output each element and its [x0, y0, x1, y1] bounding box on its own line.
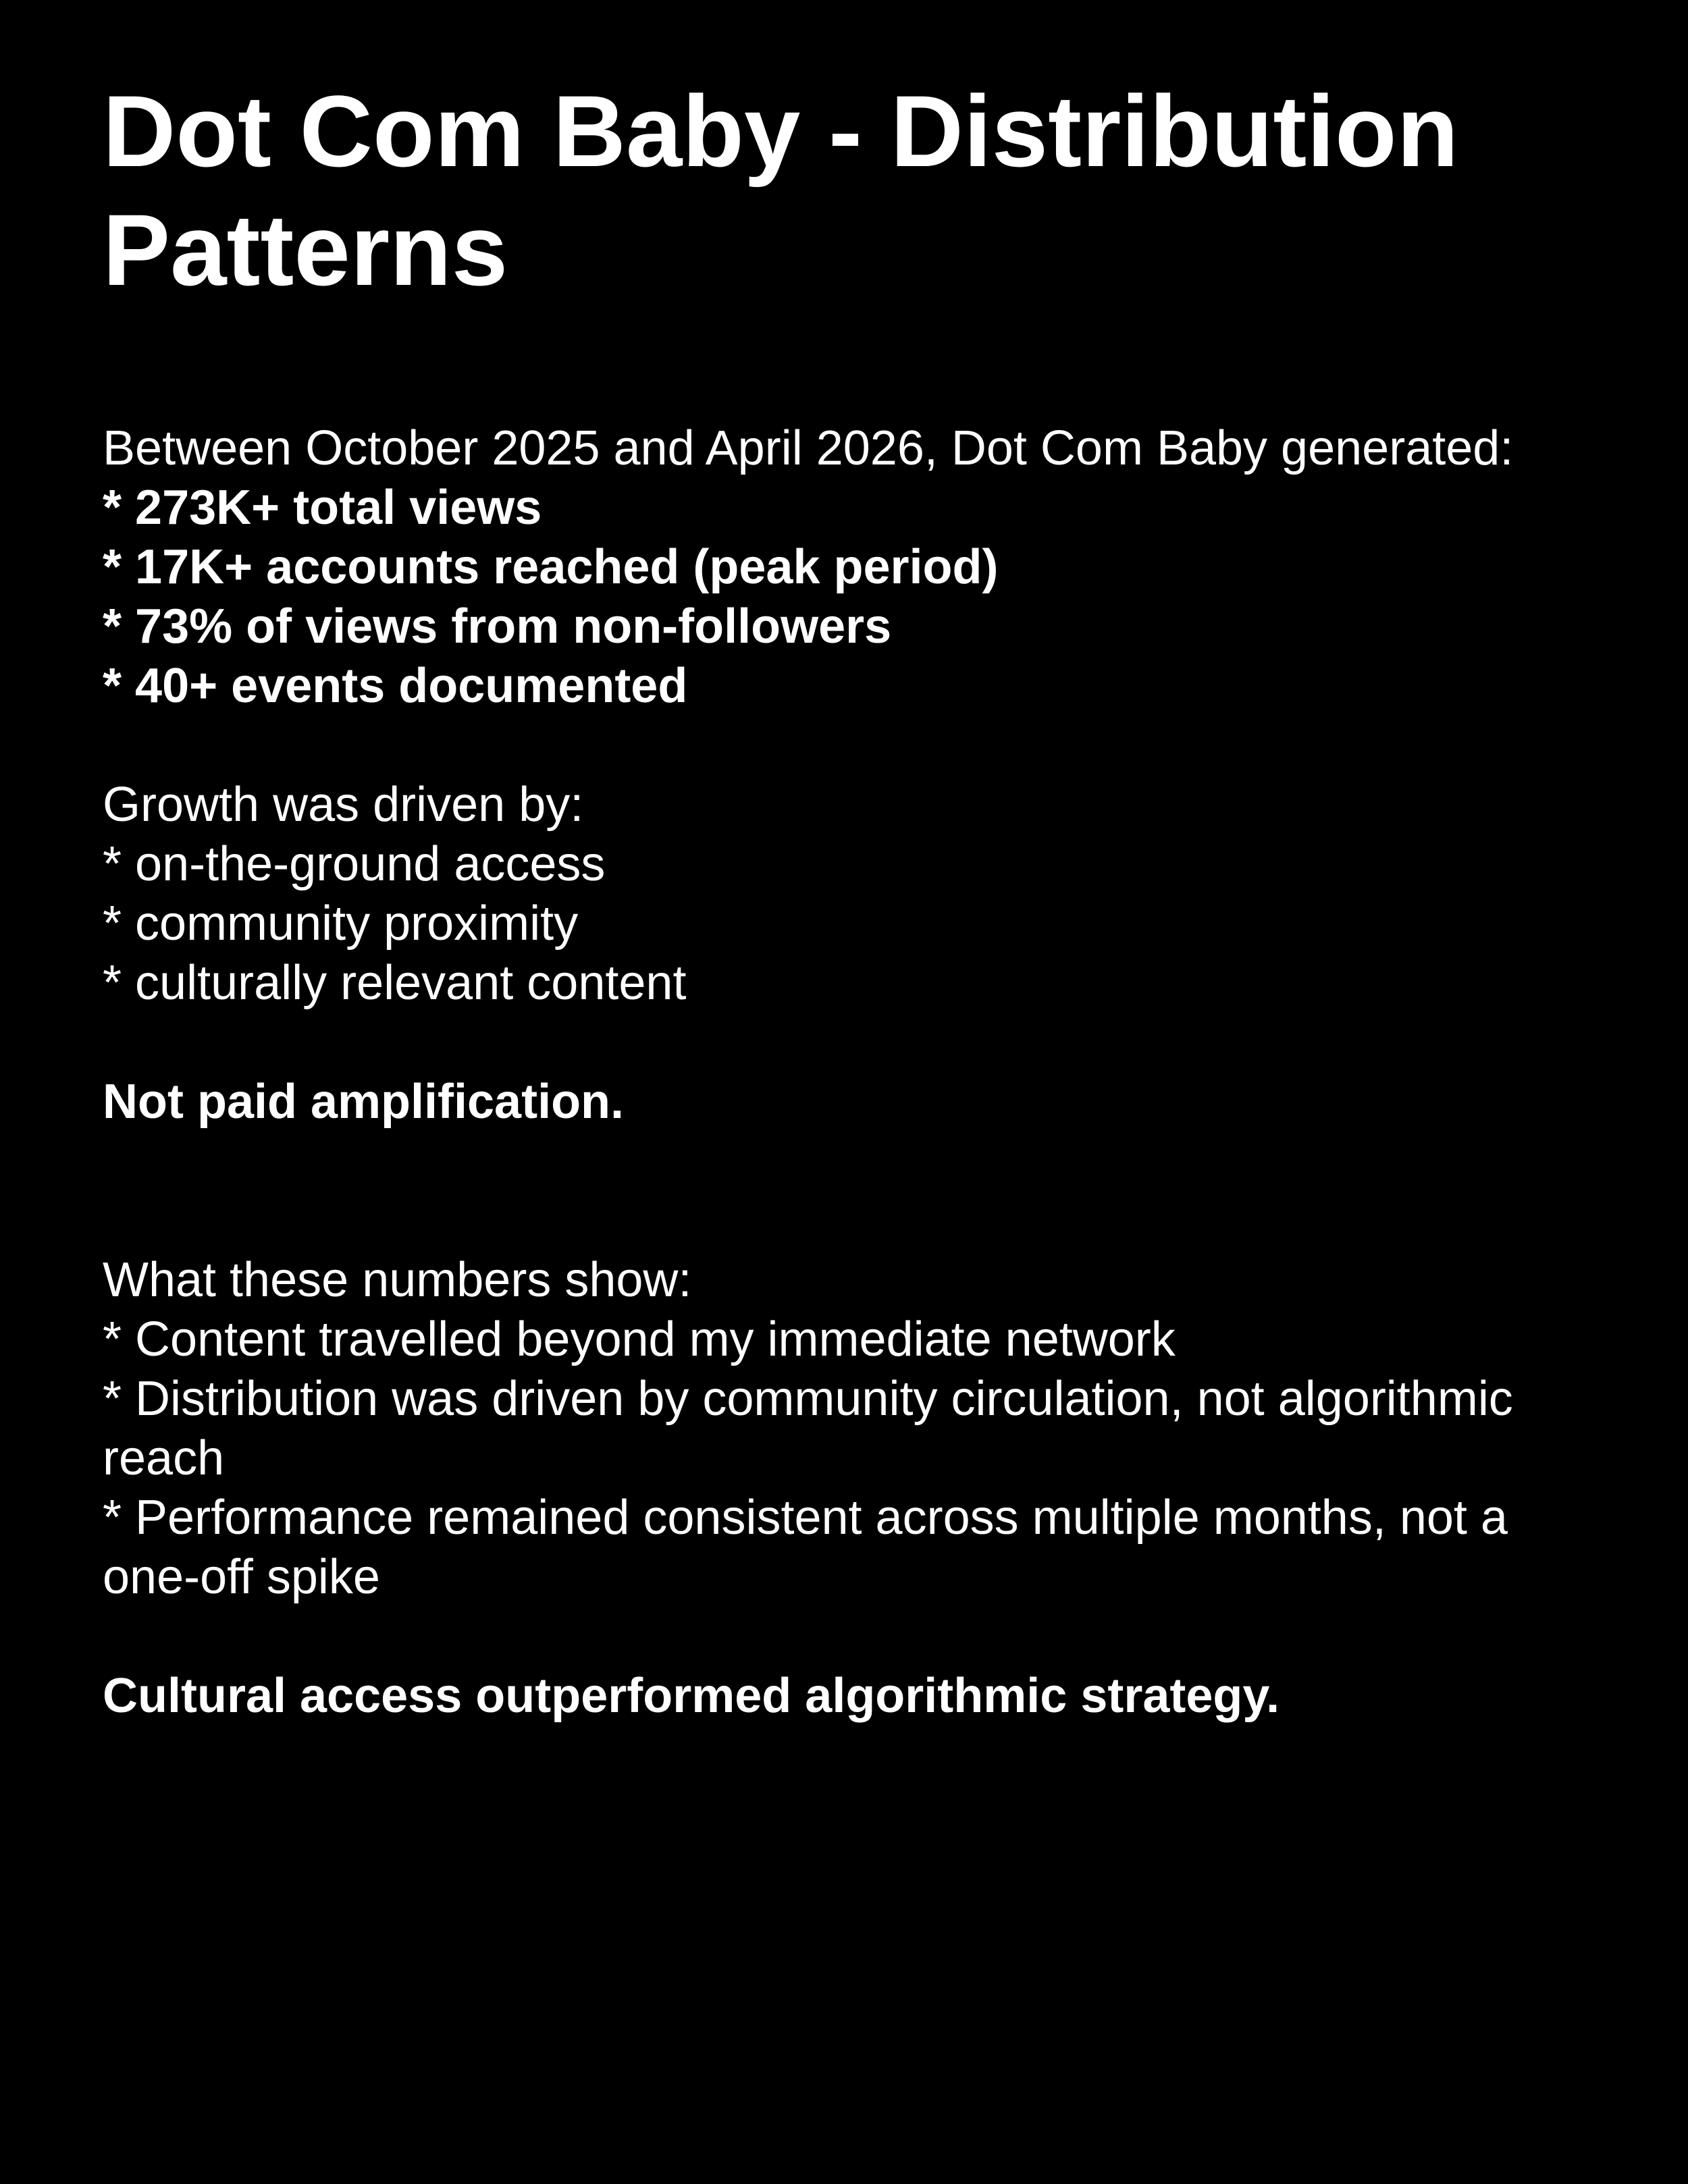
growth-list	[103, 834, 1608, 1013]
document-page	[103, 72, 1608, 1726]
numbers-item: * Performance remained consistent across multiple months, not a one-off spike	[103, 1491, 1508, 1604]
stat-item: * 40+ events documented	[103, 659, 688, 713]
numbers-item: * Distribution was driven by community circulation, not algorithmic reach	[103, 1372, 1513, 1485]
page-title: Dot Com Baby - Distribution Patterns	[103, 74, 1459, 307]
growth-heading: Growth was driven by:	[103, 778, 584, 832]
growth-item: * culturally relevant content	[103, 956, 687, 1010]
statement-not-paid: Not paid amplification.	[103, 1075, 625, 1129]
statement-cultural-access: Cultural access outperformed algorithmic strategy.	[103, 1669, 1280, 1723]
stat-item: * 17K+ accounts reached (peak period)	[103, 540, 999, 594]
numbers-item: * Content travelled beyond my immediate network	[103, 1312, 1176, 1366]
numbers-heading: What these numbers show:	[103, 1253, 692, 1307]
stats-list	[103, 478, 1608, 716]
stat-item: * 73% of views from non-followers	[103, 600, 892, 654]
intro-text: Between October 2025 and April 2026, Dot Com Baby generated:	[103, 421, 1514, 475]
growth-item: * community proximity	[103, 897, 579, 951]
numbers-list	[103, 1310, 1608, 1607]
growth-item: * on-the-ground access	[103, 837, 606, 891]
stat-item: * 273K+ total views	[103, 481, 542, 535]
